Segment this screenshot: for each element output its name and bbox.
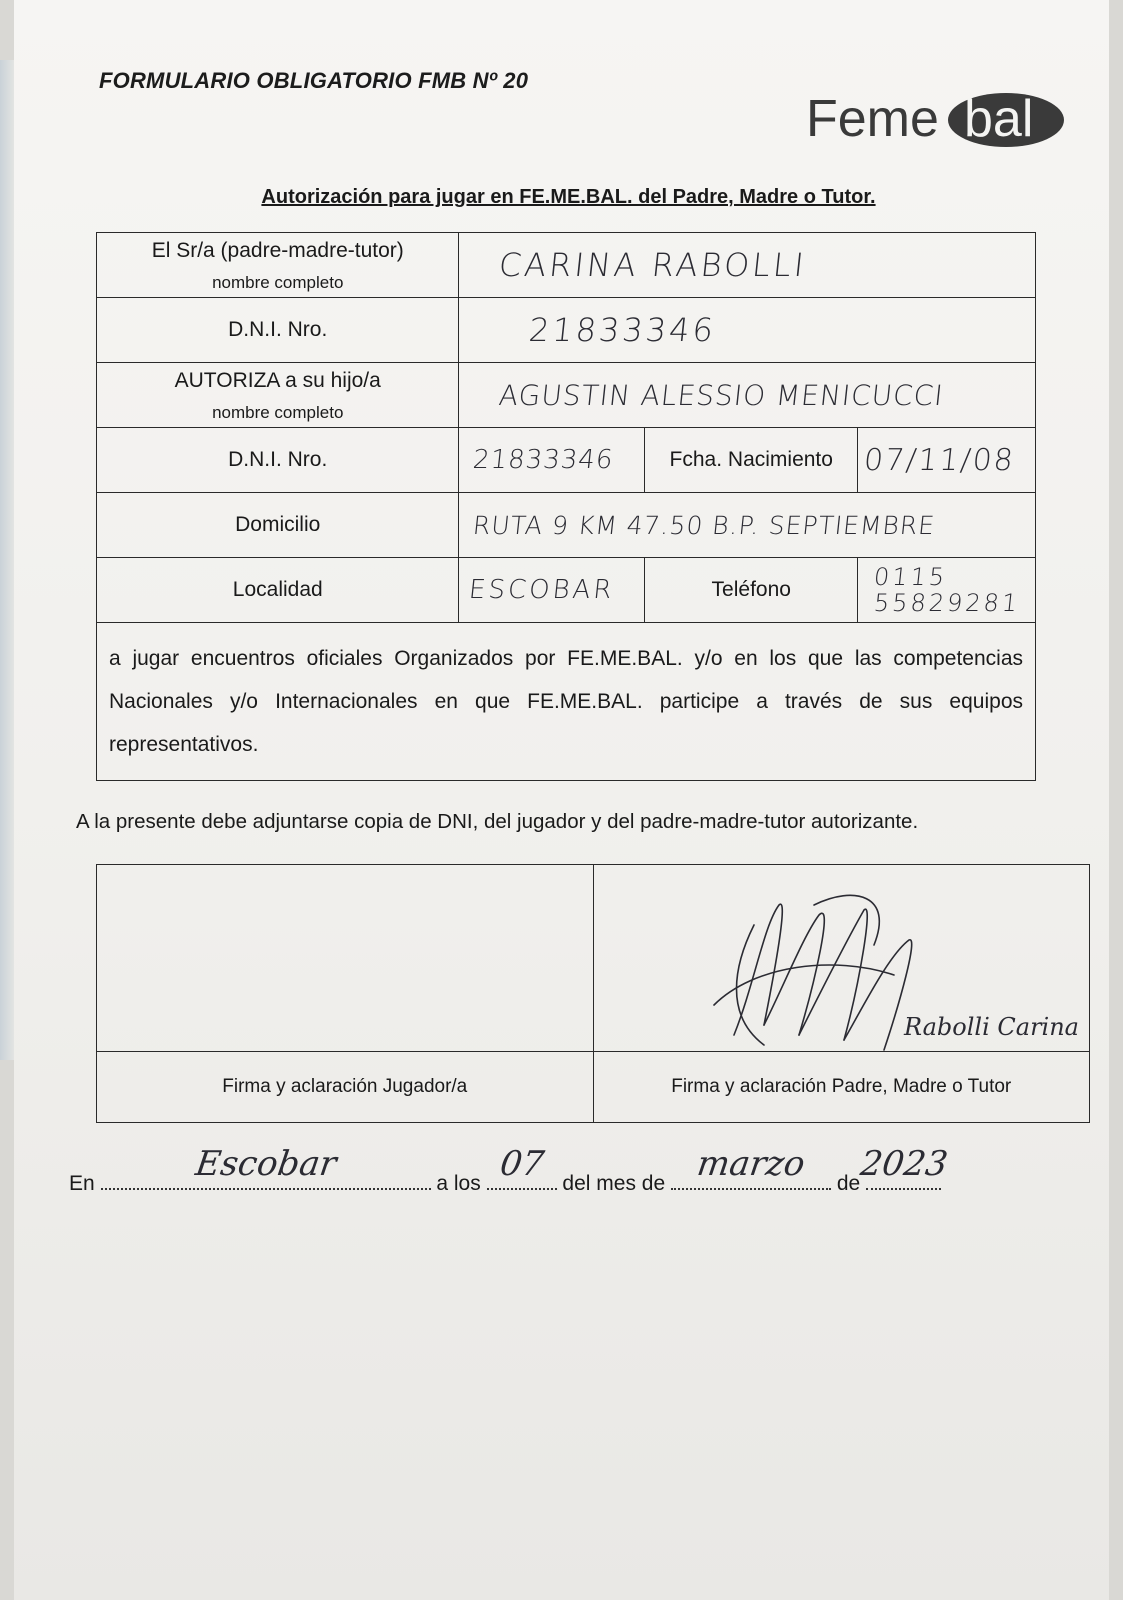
guardian-sublabel: nombre completo [212, 273, 344, 292]
birth-date-label: Fcha. Nacimiento [645, 428, 858, 493]
authorization-text: a jugar encuentros oficiales Organizados por FE.ME.BAL. y/o en los que las competencias Nacionales y/o Internacionales en que FE.ME.BAL. participe a través de sus equipos representativos. [97, 623, 1036, 781]
phone-field[interactable] [858, 558, 1036, 623]
de-label: de [836, 1172, 861, 1195]
phone-value-line2: 55829281 [872, 589, 1022, 617]
locality-label: Localidad [97, 558, 459, 623]
birth-date-field[interactable] [858, 428, 1036, 493]
place-value: Escobar [192, 1144, 339, 1184]
child-label: AUTORIZA a su hijo/a [174, 369, 381, 392]
place-field[interactable] [101, 1144, 431, 1190]
child-label-cell [97, 363, 459, 428]
guardian-signature-box[interactable] [593, 865, 1090, 1052]
guardian-signature-text: Rabolli Carina [903, 1013, 1079, 1041]
locality-field[interactable] [459, 558, 645, 623]
page-edge [0, 60, 14, 1060]
month-value: marzo [694, 1144, 808, 1184]
child-name-value: AGUSTIN ALESSIO MENICUCCI [497, 378, 946, 412]
year-field[interactable] [857, 1144, 950, 1190]
child-dni-row [97, 428, 1036, 493]
phone-value-line1: 0115 [872, 563, 949, 591]
child-name-field[interactable] [459, 363, 1036, 428]
guardian-label-cell [97, 233, 459, 298]
phone-label: Teléfono [645, 558, 858, 623]
child-dni-label: D.N.I. Nro. [97, 428, 459, 493]
guardian-dni-value: 21833346 [527, 311, 719, 349]
a-los-label: a los [436, 1172, 481, 1195]
guardian-signature-caption: Firma y aclaración Padre, Madre o Tutor [593, 1052, 1090, 1123]
year-value: 2023 [857, 1144, 950, 1184]
authorization-table [96, 232, 1036, 781]
guardian-dni-field[interactable] [459, 298, 1036, 363]
form-code: FORMULARIO OBLIGATORIO FMB Nº 20 [99, 68, 529, 93]
address-label: Domicilio [97, 493, 459, 558]
child-dni-value: 21833346 [471, 445, 616, 475]
femebal-logo [806, 88, 1066, 152]
guardian-dni-row [97, 298, 1036, 363]
mes-label: del mes de [562, 1172, 666, 1195]
svg-text:bal: bal [964, 90, 1034, 148]
child-row [97, 363, 1036, 428]
guardian-name-field[interactable] [459, 233, 1036, 298]
guardian-signature [694, 885, 1079, 1065]
svg-text:Feme: Feme [806, 90, 939, 148]
guardian-dni-label: D.N.I. Nro. [97, 298, 459, 363]
day-field[interactable] [487, 1144, 557, 1190]
player-signature-caption: Firma y aclaración Jugador/a [97, 1052, 594, 1123]
locality-row [97, 558, 1036, 623]
address-field[interactable] [459, 493, 1036, 558]
guardian-label: El Sr/a (padre-madre-tutor) [151, 239, 404, 262]
en-label: En [69, 1172, 95, 1195]
player-signature-box[interactable] [97, 865, 594, 1052]
month-field[interactable] [671, 1144, 831, 1190]
birth-date-value: 07/11/08 [862, 442, 1017, 478]
place-date-line [69, 1144, 950, 1196]
locality-value: ESCOBAR [467, 575, 617, 605]
authorization-text-row [97, 623, 1036, 781]
child-sublabel: nombre completo [212, 403, 344, 422]
guardian-name-value: CARINA RABOLLI [497, 246, 809, 284]
document-title: Autorización para jugar en FE.ME.BAL. del Padre, Madre o Tutor. [261, 186, 876, 208]
address-row [97, 493, 1036, 558]
document-page [14, 0, 1109, 1600]
guardian-row [97, 233, 1036, 298]
signature-table [96, 864, 1090, 1123]
address-value: RUTA 9 KM 47.50 B.P. SEPTIEMBRE [471, 510, 938, 540]
attachment-note: A la presente debe adjuntarse copia de DNI, del jugador y del padre-madre-tutor autorizante. [76, 810, 919, 833]
child-dni-field[interactable] [459, 428, 645, 493]
day-value: 07 [497, 1144, 547, 1184]
